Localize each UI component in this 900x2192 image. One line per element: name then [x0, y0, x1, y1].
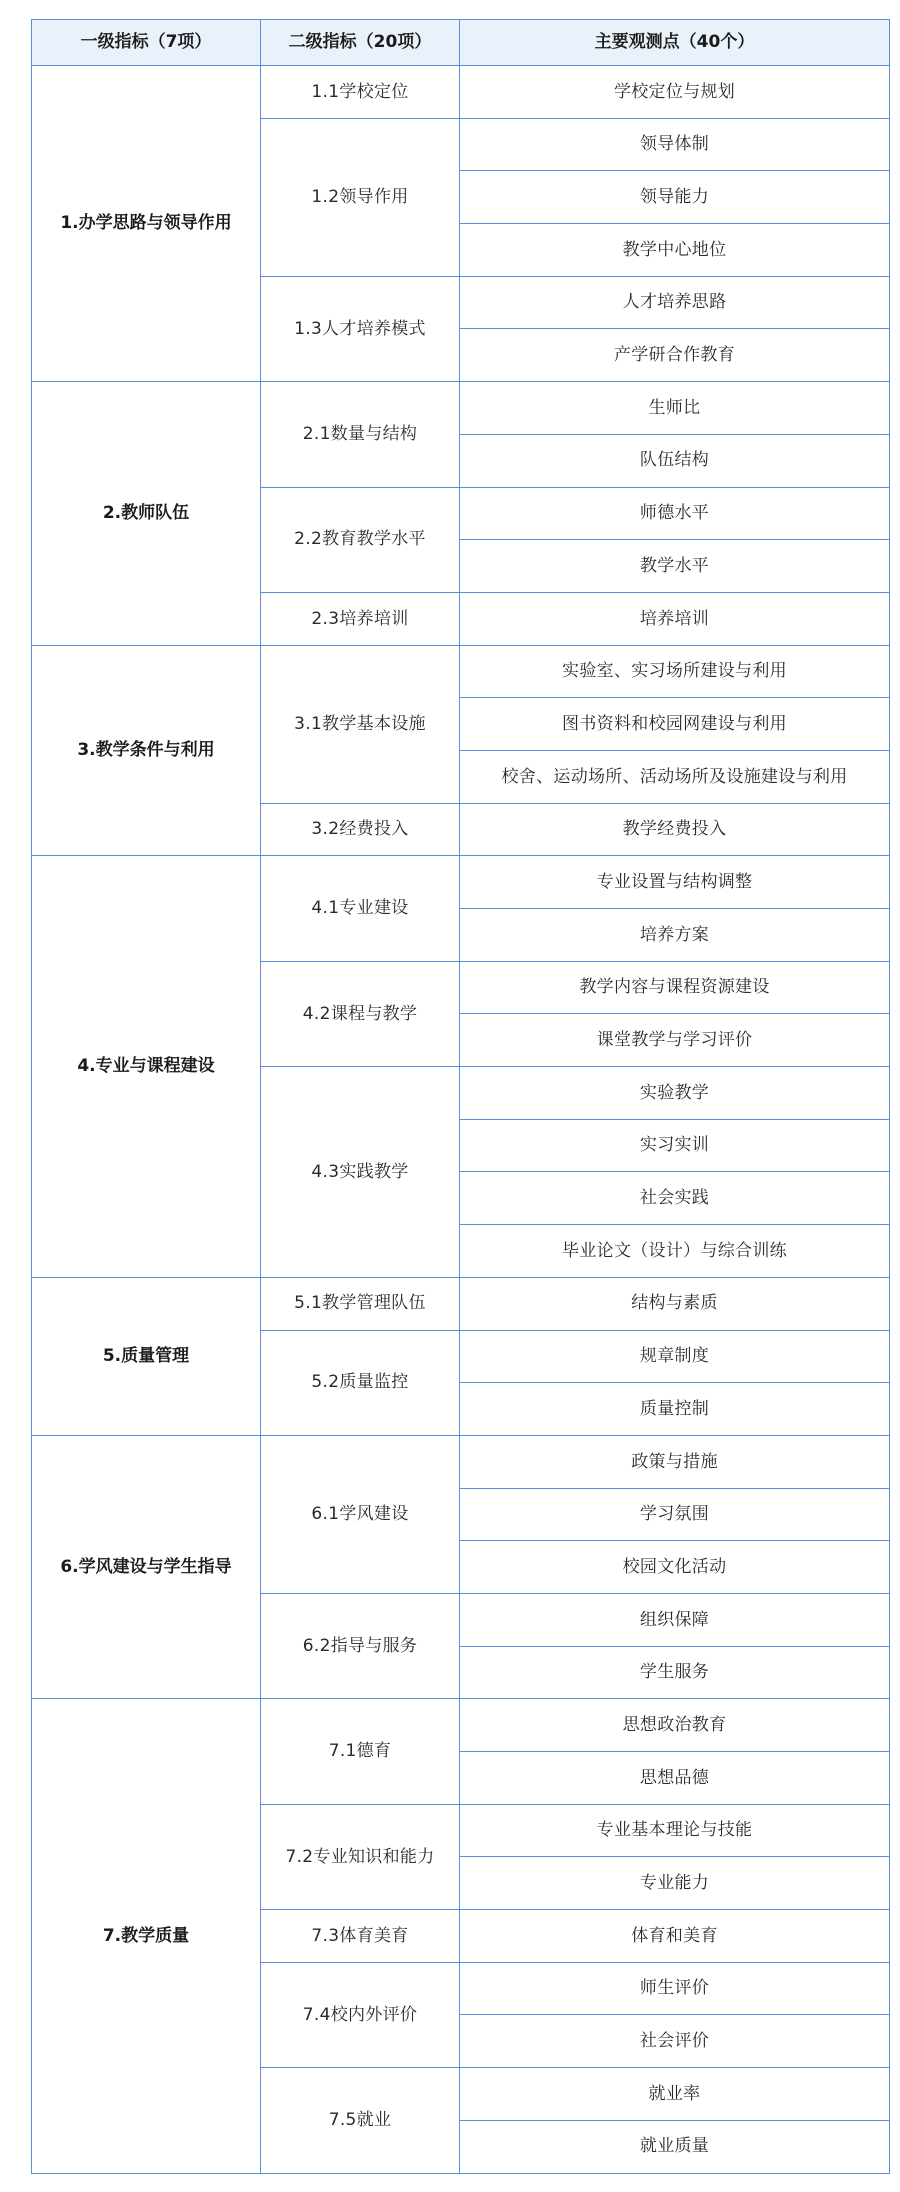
- observation-point: 师德水平: [460, 487, 890, 540]
- observation-point: 教学中心地位: [460, 224, 890, 277]
- observation-point: 学校定位与规划: [460, 66, 890, 119]
- table-row: [32, 1435, 890, 1488]
- observation-point: 就业率: [460, 2068, 890, 2121]
- level1-indicator: 2.教师队伍: [32, 382, 261, 645]
- observation-point: 专业基本理论与技能: [460, 1804, 890, 1857]
- header-observation: 主要观测点（40个）: [460, 20, 890, 66]
- table-row: [32, 66, 890, 119]
- observation-point: 人才培养思路: [460, 276, 890, 329]
- level2-indicator: 6.2指导与服务: [261, 1593, 460, 1698]
- observation-point: 实验教学: [460, 1067, 890, 1120]
- level2-indicator: 5.1教学管理队伍: [261, 1277, 460, 1330]
- observation-point: 校舍、运动场所、活动场所及设施建设与利用: [460, 750, 890, 803]
- table-row: [32, 645, 890, 698]
- level2-indicator: 4.1专业建设: [261, 856, 460, 961]
- level1-indicator: 1.办学思路与领导作用: [32, 66, 261, 382]
- observation-point: 质量控制: [460, 1383, 890, 1436]
- observation-point: 就业质量: [460, 2120, 890, 2173]
- level2-indicator: 3.1教学基本设施: [261, 645, 460, 803]
- observation-point: 组织保障: [460, 1593, 890, 1646]
- level2-indicator: 7.3体育美育: [261, 1910, 460, 1963]
- table-row: [32, 382, 890, 435]
- observation-point: 队伍结构: [460, 434, 890, 487]
- observation-point: 领导体制: [460, 118, 890, 171]
- observation-point: 课堂教学与学习评价: [460, 1014, 890, 1067]
- level2-indicator: 2.1数量与结构: [261, 382, 460, 487]
- level2-indicator: 1.3人才培养模式: [261, 276, 460, 381]
- observation-point: 学生服务: [460, 1646, 890, 1699]
- indicator-table: [31, 19, 890, 2174]
- observation-point: 生师比: [460, 382, 890, 435]
- observation-point: 社会实践: [460, 1172, 890, 1225]
- level2-indicator: 5.2质量监控: [261, 1330, 460, 1435]
- level2-indicator: 4.3实践教学: [261, 1067, 460, 1278]
- level2-indicator: 7.4校内外评价: [261, 1962, 460, 2067]
- observation-point: 教学水平: [460, 540, 890, 593]
- observation-point: 社会评价: [460, 2015, 890, 2068]
- observation-point: 毕业论文（设计）与综合训练: [460, 1225, 890, 1278]
- level1-indicator: 3.教学条件与利用: [32, 645, 261, 856]
- header-level1: 一级指标（7项）: [32, 20, 261, 66]
- header-level2: 二级指标（20项）: [261, 20, 460, 66]
- level2-indicator: 6.1学风建设: [261, 1435, 460, 1593]
- observation-point: 培养培训: [460, 592, 890, 645]
- observation-point: 思想品德: [460, 1752, 890, 1805]
- observation-point: 教学内容与课程资源建设: [460, 961, 890, 1014]
- level2-indicator: 7.5就业: [261, 2068, 460, 2173]
- observation-point: 专业能力: [460, 1857, 890, 1910]
- table-header: [32, 20, 890, 66]
- table-row: [32, 1277, 890, 1330]
- level1-indicator: 5.质量管理: [32, 1277, 261, 1435]
- level2-indicator: 7.1德育: [261, 1699, 460, 1804]
- observation-point: 学习氛围: [460, 1488, 890, 1541]
- observation-point: 领导能力: [460, 171, 890, 224]
- observation-point: 实验室、实习场所建设与利用: [460, 645, 890, 698]
- level2-indicator: 3.2经费投入: [261, 803, 460, 856]
- observation-point: 结构与素质: [460, 1277, 890, 1330]
- table-row: [32, 856, 890, 909]
- table-body: [32, 66, 890, 2174]
- observation-point: 图书资料和校园网建设与利用: [460, 698, 890, 751]
- observation-point: 体育和美育: [460, 1910, 890, 1963]
- observation-point: 培养方案: [460, 909, 890, 962]
- observation-point: 实习实训: [460, 1119, 890, 1172]
- level1-indicator: 6.学风建设与学生指导: [32, 1435, 261, 1698]
- level2-indicator: 1.1学校定位: [261, 66, 460, 119]
- level2-indicator: 1.2领导作用: [261, 118, 460, 276]
- level1-indicator: 4.专业与课程建设: [32, 856, 261, 1278]
- observation-point: 政策与措施: [460, 1435, 890, 1488]
- level2-indicator: 2.3培养培训: [261, 592, 460, 645]
- level2-indicator: 7.2专业知识和能力: [261, 1804, 460, 1909]
- table-row: [32, 1699, 890, 1752]
- observation-point: 校园文化活动: [460, 1541, 890, 1594]
- level1-indicator: 7.教学质量: [32, 1699, 261, 2173]
- observation-point: 教学经费投入: [460, 803, 890, 856]
- header-row: [32, 20, 890, 66]
- observation-point: 师生评价: [460, 1962, 890, 2015]
- observation-point: 规章制度: [460, 1330, 890, 1383]
- observation-point: 思想政治教育: [460, 1699, 890, 1752]
- level2-indicator: 2.2教育教学水平: [261, 487, 460, 592]
- observation-point: 专业设置与结构调整: [460, 856, 890, 909]
- level2-indicator: 4.2课程与教学: [261, 961, 460, 1066]
- observation-point: 产学研合作教育: [460, 329, 890, 382]
